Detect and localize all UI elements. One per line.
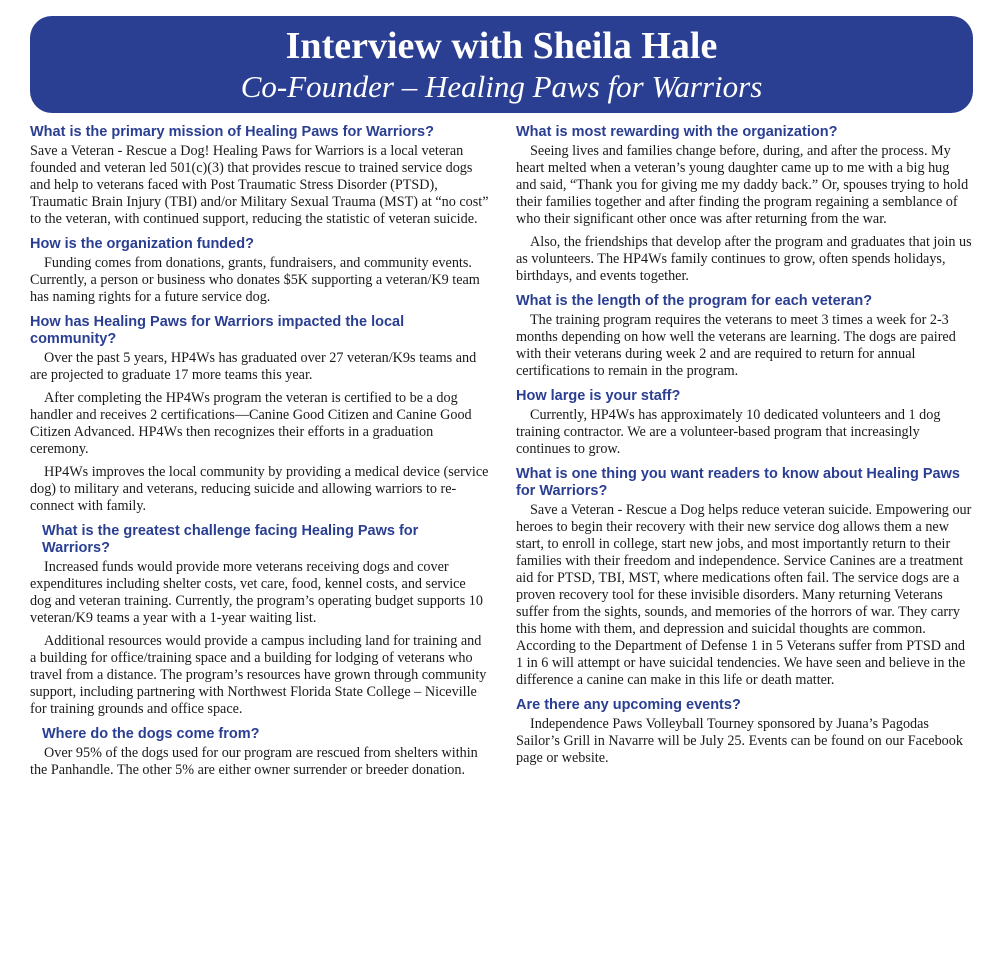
question-mission: What is the primary mission of Healing Paws for Warriors? (30, 124, 434, 140)
answer-funding: Funding comes from donations, grants, fundraisers, and community events. Currently, a person or business who donates $5K supporting a veteran/K9 team has naming rights for a future service dog. (30, 255, 480, 305)
question-challenge: What is the greatest challenge facing Healing Paws for Warriors? (42, 523, 419, 556)
answer-impact-1: Over the past 5 years, HP4Ws has graduated over 27 veteran/K9s teams and are projected to graduate 17 more teams this year. (30, 350, 477, 383)
answer-rewarding-2: Also, the friendships that develop after the program and graduates that join us as volunteers. The HP4Ws family continues to grow, often spends holidays, birthdays, and events together. (516, 234, 972, 284)
answer-impact-3: HP4Ws improves the local community by providing a medical device (service dog) to military and veterans, reducing suicide and allowing warriors to re-connect with family. (30, 464, 489, 514)
question-funding: How is the organization funded? (30, 236, 254, 252)
answer-challenge-2: Additional resources would provide a campus including land for training and a building for office/training space and a building for lodging of veterans who travel from a distance. The program’s resources have grown through community support, including partnering with Northwest Florida State College – Niceville for training grounds and office space. (30, 633, 487, 717)
answer-challenge-1: Increased funds would provide more veterans receiving dogs and cover expenditures including shelter costs, vet care, food, kennel costs, and service dog and veteran training. Currently, the program’s operating budget supports 10 veteran/K9 teams a year with a 1-year waiting list. (30, 559, 483, 626)
right-column (516, 124, 972, 773)
left-column (30, 124, 490, 785)
question-events: Are there any upcoming events? (516, 697, 741, 713)
answer-impact-2: After completing the HP4Ws program the veteran is certified to be a dog handler and receives 2 certifications—Canine Good Citizen and Canine Good Citizen Advanced. HP4Ws then recognizes their efforts in a graduation ceremony. (30, 390, 472, 457)
question-program-length: What is the length of the program for each veteran? (516, 293, 873, 309)
question-readers: What is one thing you want readers to know about Healing Paws for Warriors? (516, 466, 960, 499)
question-staff: How large is your staff? (516, 388, 681, 404)
answer-staff: Currently, HP4Ws has approximately 10 dedicated volunteers and 1 dog training contractor. We are a volunteer-based program that increasingly continues to grow. (516, 407, 941, 457)
title-banner (30, 16, 973, 113)
answer-readers: Save a Veteran - Rescue a Dog helps reduce veteran suicide. Empowering our heroes to begin their recovery with their new service dog allows them a new start, to enroll in college, start new jobs, and most importantly return to their families with their freedom and independence. Service Canines are a treatment aid for PTSD, TBI, MST, where medications often fail. The service dogs are a proven recovery tool for these invisible disorders. Many returning Veterans suffer from the sights, sounds, and memories of the horrors of war. They carry this home with them, and depression and suicidal thoughts are common. According to the Department of Defense 1 in 5 Veterans suffer from PTSD and 1 in 6 will attempt or have suicidal tendencies. We have seen and believe in the difference a canine can make in this life or death matter. (516, 502, 972, 688)
question-rewarding: What is most rewarding with the organization? (516, 124, 838, 140)
question-impact: How has Healing Paws for Warriors impacted the local community? (30, 314, 405, 347)
page-title: Interview with Sheila Hale (285, 25, 718, 67)
answer-events: Independence Paws Volleyball Tourney sponsored by Juana’s Pagodas Sailor’s Grill in Navarre will be July 25. Events can be found on our Facebook page or website. (516, 716, 963, 766)
page-subtitle: Co-Founder – Healing Paws for Warriors (240, 69, 763, 104)
answer-rewarding-1: Seeing lives and families change before, during, and after the process. My heart melted when a veteran’s young daughter came up to me with a big hug and said, “Thank you for giving me my daddy back.” Or, spouses trying to hold their families together and after finding the program regaining a semblance of who their significant other once was after returning from the war. (516, 143, 969, 227)
answer-mission: Save a Veteran - Rescue a Dog! Healing Paws for Warriors is a local veteran founded and veteran led 501(c)(3) that provides rescue to trained service dogs and help to veterans faced with Post Traumatic Stress Disorder (PTSD), Traumatic Brain Injury (TBI) and/or Military Sexual Trauma (MST) at “no cost” to the veteran, with continued support, reducing the statistic of veteran suicide. (30, 143, 489, 227)
answer-program-length: The training program requires the veterans to meet 3 times a week for 2-3 months depending on how well the veterans are learning. The dogs are paired with their veterans during week 2 and are required to return for annual certifications to remain in the program. (516, 312, 956, 379)
answer-dogs-source: Over 95% of the dogs used for our program are rescued from shelters within the Panhandle. The other 5% are either owner surrender or breeder donation. (30, 745, 478, 778)
question-dogs-source: Where do the dogs come from? (42, 726, 260, 742)
